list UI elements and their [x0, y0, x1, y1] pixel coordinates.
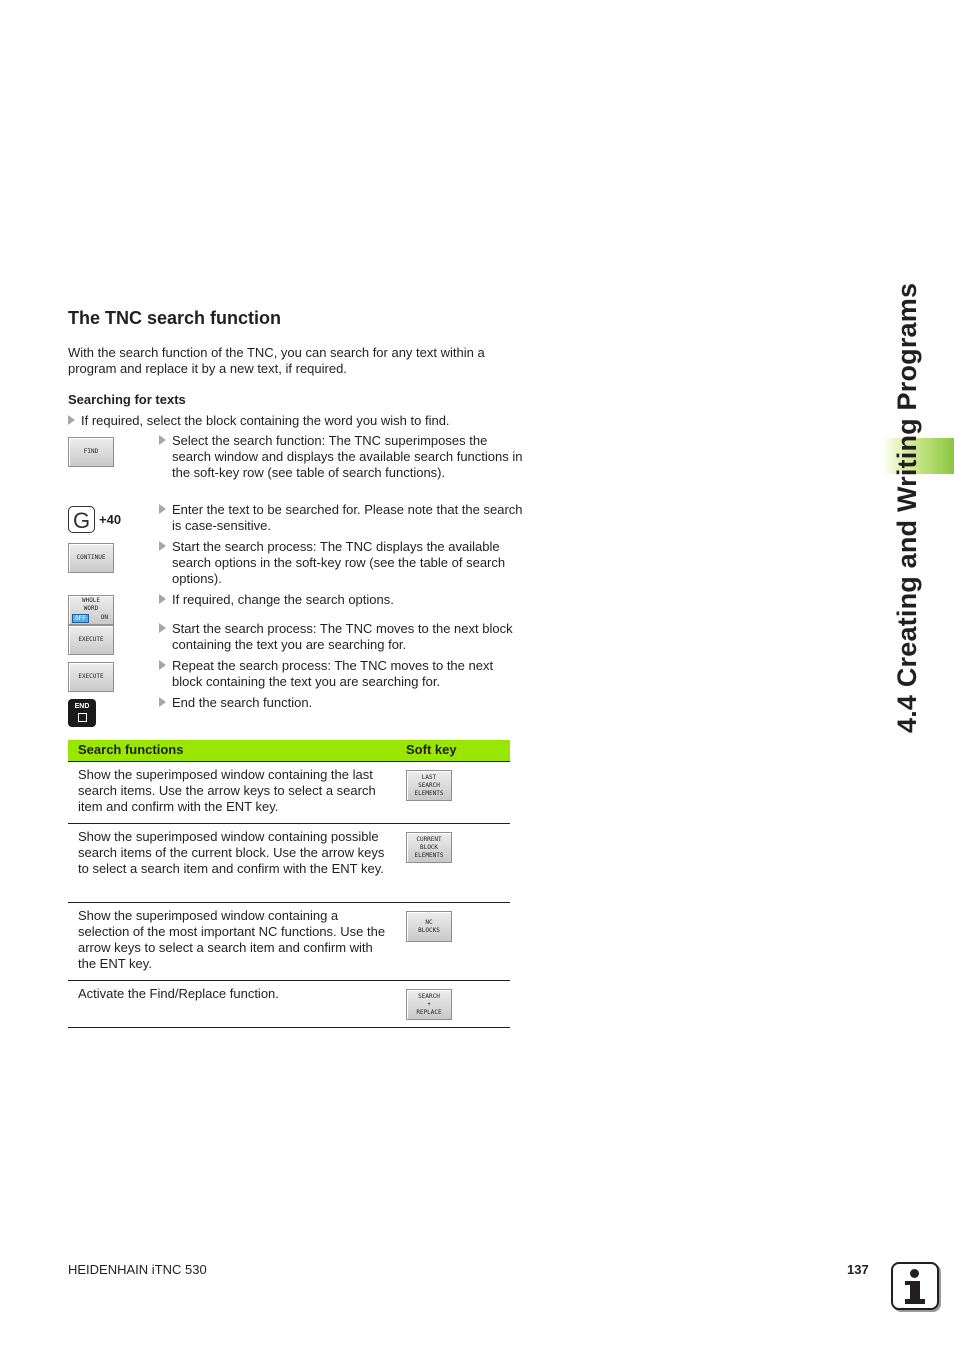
- g-key[interactable]: G: [68, 506, 95, 533]
- step-repeat-search: [159, 658, 527, 690]
- execute-softkey-label: EXECUTE: [78, 636, 104, 643]
- step-select-search: [159, 433, 527, 481]
- search-replace-softkey[interactable]: [406, 989, 452, 1020]
- arrow-bullet-icon: [159, 504, 166, 514]
- step-start-search: [159, 539, 527, 587]
- table-row: [68, 903, 510, 981]
- softkey-line: SEARCH: [418, 992, 440, 1000]
- table-row: [68, 762, 510, 824]
- last-search-elements-softkey[interactable]: [406, 770, 452, 801]
- softkey-line: CURRENT: [416, 835, 442, 843]
- step-text: If required, change the search options.: [172, 592, 394, 607]
- softkey-line: ELEMENTS: [414, 789, 444, 797]
- header-soft-key: Soft key: [406, 742, 457, 757]
- execute-softkey-repeat[interactable]: [68, 662, 114, 692]
- step-enter-text: [159, 502, 527, 534]
- arrow-bullet-icon: [68, 415, 75, 425]
- first-step: [68, 413, 450, 429]
- arrow-bullet-icon: [159, 541, 166, 551]
- row-description: Show the superimposed window containing possible search items of the current block. Use the arrow keys to select a search item and confirm with the ENT key.: [78, 829, 385, 876]
- chapter-side-title: 4.4 Creating and Writing Programs: [892, 282, 922, 733]
- table-row: [68, 824, 510, 903]
- execute-softkey-repeat-label: EXECUTE: [78, 673, 104, 680]
- footer-product-name: HEIDENHAIN iTNC 530: [68, 1262, 207, 1277]
- continue-softkey-label: CONTINUE: [76, 554, 106, 561]
- step-text: Enter the text to be searched for. Please note that the search is case-sensitive.: [172, 502, 523, 533]
- softkey-line: SEARCH: [418, 781, 440, 789]
- current-block-elements-softkey[interactable]: [406, 832, 452, 863]
- softkey-line: REPLACE: [416, 1008, 442, 1016]
- row-description: Show the superimposed window containing a selection of the most important NC functions. Use the arrow keys to select a search item and confirm with the ENT key.: [78, 908, 386, 971]
- softkey-line: BLOCK: [419, 843, 439, 851]
- toggle-off-label: OFF: [72, 614, 89, 623]
- softkey-line: LAST: [421, 773, 437, 781]
- subheading-searching-for-texts: Searching for texts: [68, 392, 186, 407]
- table-row: [68, 981, 510, 1028]
- step-text: Start the search process: The TNC moves to the next block containing the text you are searching for.: [172, 621, 513, 652]
- softkey-line: NC: [425, 918, 433, 926]
- step-text: End the search function.: [172, 695, 313, 710]
- header-search-functions: Search functions: [78, 742, 184, 757]
- whole-word-line1: WHOLE: [81, 597, 101, 604]
- info-icon: [891, 1262, 939, 1310]
- softkey-line: ELEMENTS: [414, 851, 444, 859]
- arrow-bullet-icon: [159, 435, 166, 445]
- softkey-line: BLOCKS: [418, 926, 440, 934]
- info-icon-stem: [910, 1281, 920, 1301]
- end-key-label: END: [74, 703, 90, 710]
- arrow-bullet-icon: [159, 697, 166, 707]
- whole-word-toggle: [72, 614, 110, 623]
- section-title: The TNC search function: [68, 308, 282, 328]
- whole-word-softkey[interactable]: [68, 595, 114, 625]
- whole-word-line2: WORD: [83, 605, 99, 612]
- step-change-options: [159, 592, 527, 608]
- info-icon-base: [905, 1299, 925, 1304]
- toggle-on-label: ON: [100, 614, 108, 621]
- find-softkey-label: FIND: [83, 448, 99, 455]
- end-key-square-icon: [78, 713, 87, 722]
- end-key[interactable]: [68, 699, 96, 727]
- arrow-bullet-icon: [159, 623, 166, 633]
- arrow-bullet-icon: [159, 660, 166, 670]
- first-step-text: If required, select the block containing the word you wish to find.: [81, 413, 450, 428]
- search-functions-table-header: [68, 740, 510, 761]
- step-end-search: [159, 695, 527, 711]
- arrow-bullet-icon: [159, 594, 166, 604]
- row-description: Activate the Find/Replace function.: [78, 986, 279, 1001]
- page-number: 137: [847, 1262, 869, 1277]
- step-text: Start the search process: The TNC displays the available search options in the soft-key row (see the table of search options).: [172, 539, 506, 586]
- step-start-search-next: [159, 621, 527, 653]
- row-description: Show the superimposed window containing the last search items. Use the arrow keys to select a search item and confirm with the ENT key.: [78, 767, 376, 814]
- intro-paragraph: With the search function of the TNC, you can search for any text within a program and replace it by a new text, if required.: [68, 345, 485, 376]
- info-icon-dot: [910, 1269, 919, 1278]
- g-key-suffix: +40: [99, 512, 122, 527]
- find-softkey[interactable]: [68, 437, 114, 467]
- step-text: Select the search function: The TNC superimposes the search window and displays the available search functions in the soft-key row (see table of search functions).: [172, 433, 523, 480]
- step-text: Repeat the search process: The TNC moves to the next block containing the text you are searching for.: [172, 658, 494, 689]
- softkey-line: +: [427, 1000, 431, 1008]
- continue-softkey[interactable]: [68, 543, 114, 573]
- execute-softkey[interactable]: [68, 625, 114, 655]
- nc-blocks-softkey[interactable]: [406, 911, 452, 942]
